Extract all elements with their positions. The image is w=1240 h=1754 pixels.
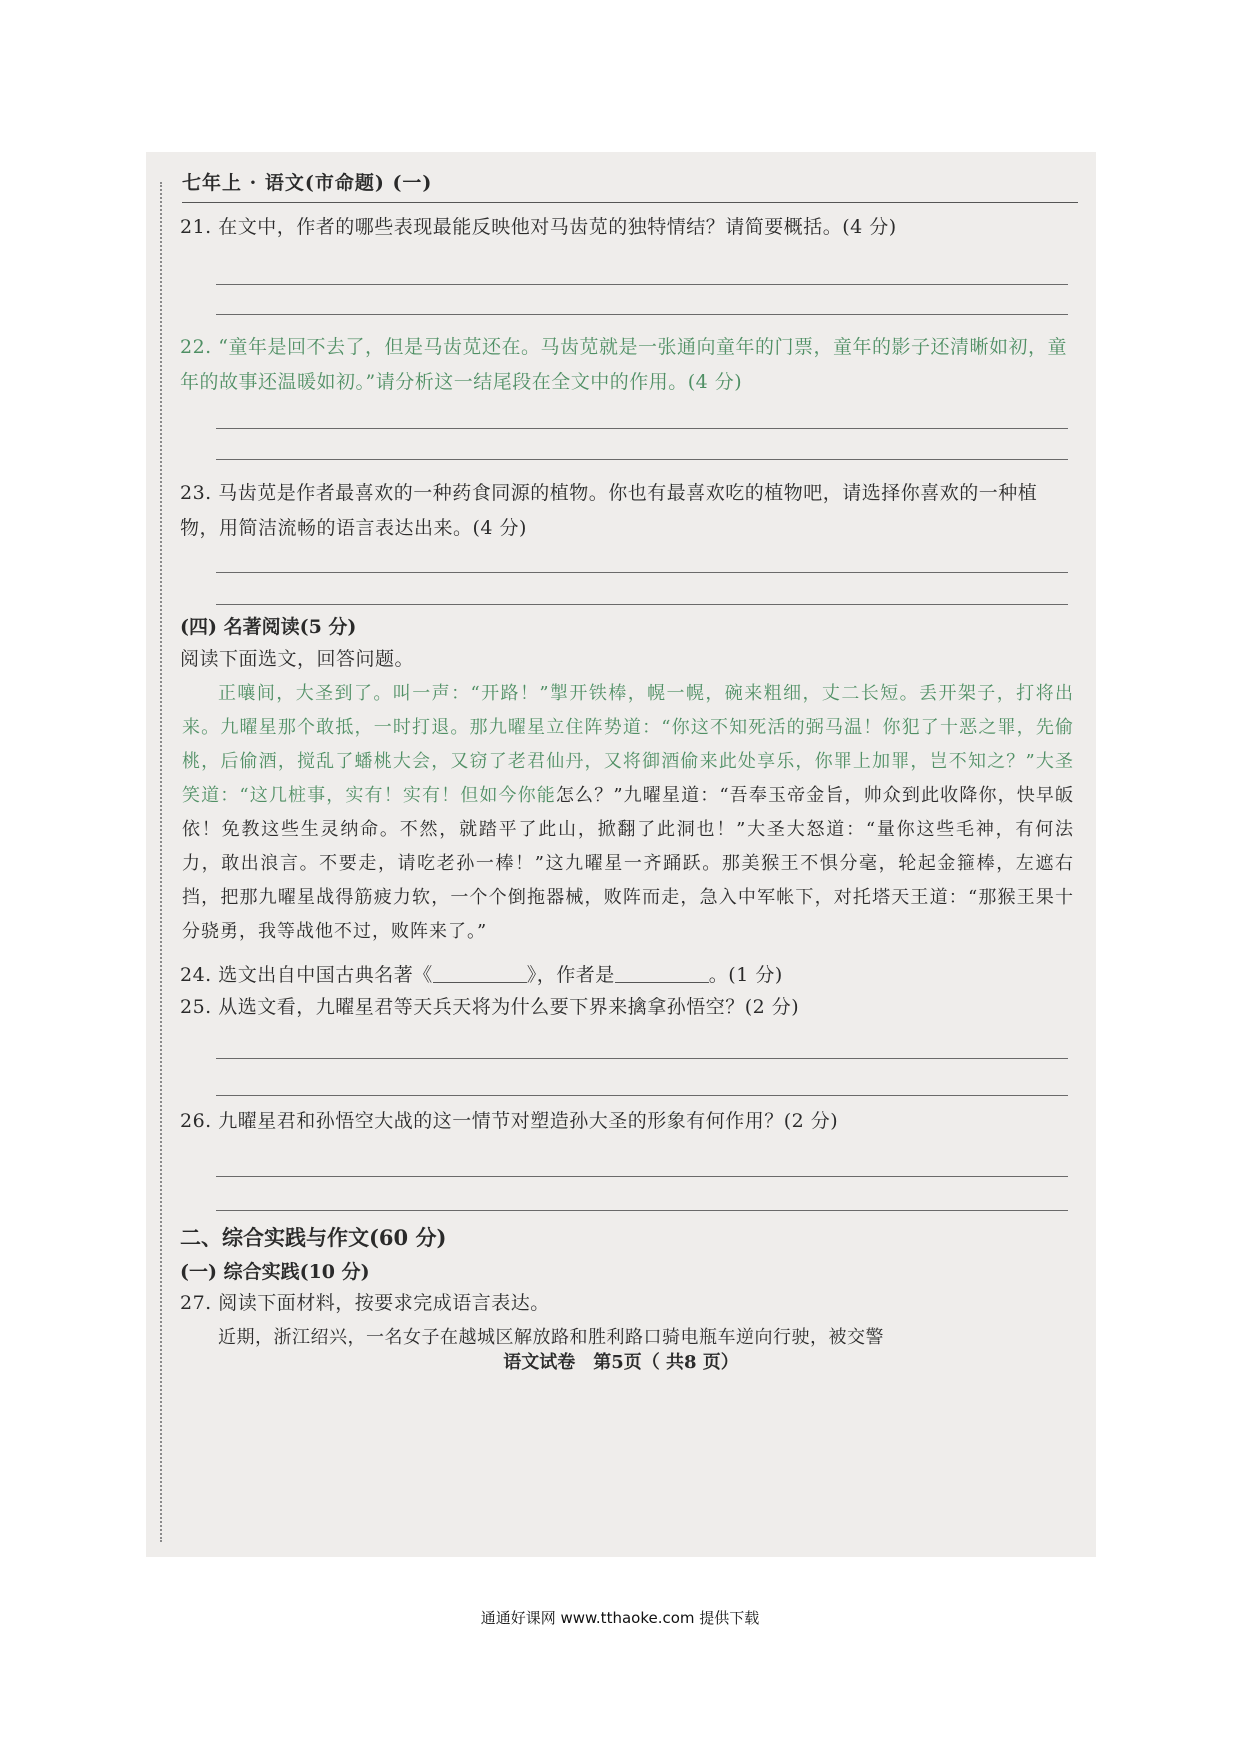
part-2-subtitle: (一) 综合实践(10 分) xyxy=(180,1261,370,1283)
answer-line[interactable] xyxy=(216,572,1068,573)
answer-line[interactable] xyxy=(216,284,1068,285)
page-number-footer: 语文试卷 第5页（ 共8 页） xyxy=(503,1352,739,1373)
reading-passage xyxy=(182,677,1074,949)
question-27: 27. 阅读下面材料，按要求完成语言表达。 xyxy=(180,1292,550,1314)
answer-line[interactable] xyxy=(216,1210,1068,1211)
fill-blank-author[interactable] xyxy=(615,962,709,983)
binding-dotted-line xyxy=(160,182,162,1542)
question-25: 25. 从选文看，九曜星君等天兵天将为什么要下界来擒拿孙悟空？(2 分) xyxy=(180,996,800,1018)
fill-blank-book[interactable] xyxy=(433,962,527,983)
q24-part2: 》，作者是 xyxy=(526,964,615,986)
question-23: 23. 马齿苋是作者最喜欢的一种药食同源的植物。你也有最喜欢吃的植物吧，请选择你喜欢的一种植物，用简洁流畅的语言表达出来。(4 分) xyxy=(180,482,1038,539)
answer-line[interactable] xyxy=(216,459,1068,460)
part-2-title: 二、综合实践与作文(60 分) xyxy=(180,1225,447,1250)
download-note: 通通好课网 www.tthaoke.com 提供下载 xyxy=(480,1609,760,1627)
passage-dark-part: 怎么？”九曜星道：“吾奉玉帝金旨，帅众到此收降你，快早皈依！免教这些生灵纳命。不然，就踏平了此山，掀翻了此洞也！”大圣大怒道：“量你这些毛神，有何法力，敢出浪言。不要走，请吃老孙一棒！”这九曜星一齐踊跃。那美猴王不惧分毫，轮起金箍棒，左遮右挡，把那九曜星战得筋疲力软，一个个倒拖器械，败阵而走，急入中军帐下，对托塔天王道：“那猴王果十分骁勇，我等战他不过，败阵来了。” xyxy=(182,785,1074,942)
page-header: 七年上 · 语文(市命题) (一) xyxy=(182,172,433,194)
question-27-material: 近期，浙江绍兴，一名女子在越城区解放路和胜利路口骑电瓶车逆向行驶，被交警 xyxy=(218,1327,884,1348)
answer-line[interactable] xyxy=(216,604,1068,605)
answer-line[interactable] xyxy=(216,314,1068,315)
exam-sheet xyxy=(146,152,1096,1557)
section-4-title: (四) 名著阅读(5 分) xyxy=(180,616,357,638)
answer-line[interactable] xyxy=(216,1095,1068,1096)
question-21: 21. 在文中，作者的哪些表现最能反映他对马齿苋的独特情结？请简要概括。(4 分) xyxy=(180,216,897,238)
q24-part1: 24. 选文出自中国古典名著《 xyxy=(180,964,433,986)
answer-line[interactable] xyxy=(216,1058,1068,1059)
question-22 xyxy=(180,330,1076,400)
passage-green-part: 正嚷间，大圣到了。叫一声：“开路！”掣开铁棒，幌一幌，碗来粗细，丈二长短。丢开架子，打将出来。九曜星那个敢抵，一时打退。那九曜星立住阵势道：“你这不知死活的弼马温！你犯了十恶之罪，先偷桃，后偷酒，搅乱了蟠桃大会，又窃了老君仙丹，又将御酒偷来此处享乐，你罪上加罪，岂不知之？”大圣笑道：“这几桩事，实有！实有！但如今你能 xyxy=(182,683,1074,806)
header-rule xyxy=(182,202,1078,203)
question-26: 26. 九曜星君和孙悟空大战的这一情节对塑造孙大圣的形象有何作用？(2 分) xyxy=(180,1110,839,1132)
q24-part3: 。(1 分) xyxy=(708,964,783,986)
question-24 xyxy=(180,958,1076,993)
answer-line[interactable] xyxy=(216,428,1068,429)
section-4-intro: 阅读下面选文，回答问题。 xyxy=(180,648,415,670)
answer-line[interactable] xyxy=(216,1176,1068,1177)
question-22-text: 22. “童年是回不去了，但是马齿苋还在。马齿苋就是一张通向童年的门票，童年的影子还清晰如初，童年的故事还温暖如初。”请分析这一结尾段在全文中的作用。(4 分) xyxy=(180,336,1067,393)
